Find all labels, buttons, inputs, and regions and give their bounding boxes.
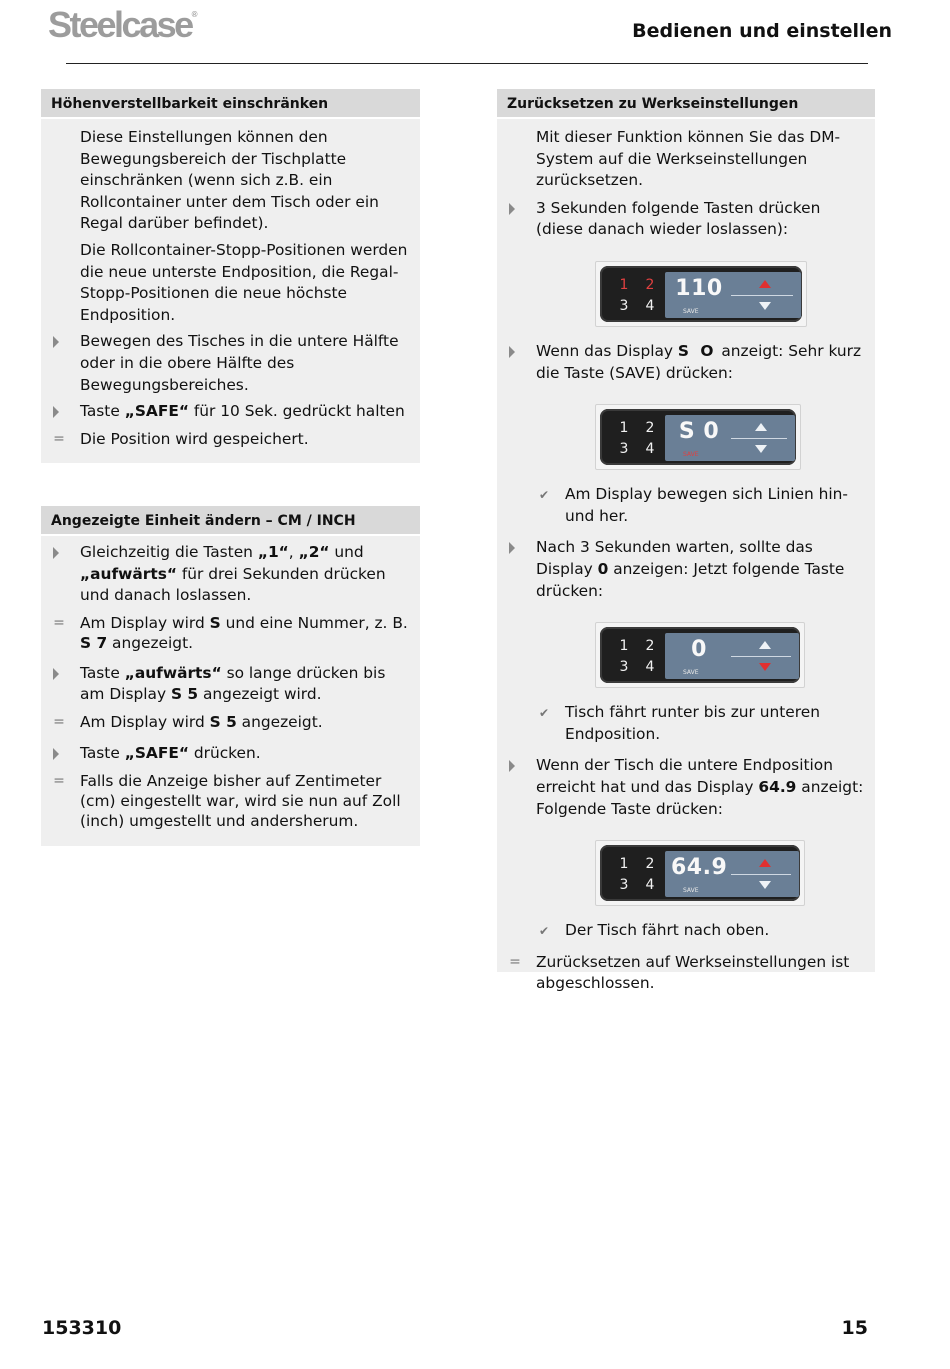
memory-keys (614, 637, 662, 677)
memory-key-3: 3 (619, 297, 629, 314)
result-line (41, 429, 420, 451)
step-text: anzeigen: Jetzt folgende Taste drücken: (536, 559, 845, 600)
display-readout: 0 (691, 637, 707, 663)
display-value: S 5 (170, 685, 199, 704)
memory-keys (614, 855, 662, 895)
panel-unit-change (41, 506, 420, 846)
button-divider (731, 656, 791, 657)
key-label: „1“ (257, 543, 289, 561)
display-value: S (209, 613, 221, 632)
control-panel (600, 409, 796, 465)
step-text: und (329, 543, 364, 561)
result-text: und eine Nummer, z. B. (220, 613, 408, 632)
checkmark-icon: ✔ (538, 924, 550, 939)
instruction-step (41, 331, 420, 396)
display-screen (665, 633, 799, 679)
paragraph-text: Diese Einstellungen können den Bewegungsbereich der Tischplatte einschränken (wenn sich z.B. ein Rollcontainer unter dem Tisch oder ein Regal darüber befindet). (80, 128, 379, 233)
check-line (497, 484, 875, 527)
step-text: Wenn das Display (536, 341, 678, 360)
memory-keys (614, 419, 662, 459)
check-line (497, 920, 875, 942)
display-value: S 5 (209, 712, 237, 731)
arrow-up-icon (759, 280, 771, 288)
control-panel (600, 627, 800, 683)
memory-key-2: 2 (645, 420, 655, 437)
memory-keys (614, 276, 662, 316)
control-display-graphic (595, 840, 805, 906)
key-label: „SAFE“ (124, 402, 189, 421)
paragraph (497, 127, 875, 192)
equals-icon: = (53, 713, 65, 730)
instruction-step (497, 537, 875, 602)
control-panel (600, 845, 800, 901)
result-text: angezeigt. (236, 712, 323, 731)
arrow-down-icon (759, 881, 771, 889)
button-divider (731, 438, 787, 439)
paragraph-text: Mit dieser Funktion können Sie das DM-System auf die Werkseinstellungen zurücksetzen. (536, 128, 841, 190)
panel-factory-reset (497, 89, 875, 993)
instruction-step (41, 663, 420, 706)
memory-key-4: 4 (645, 441, 655, 458)
equals-icon: = (509, 953, 521, 970)
step-text: anzeigt: Folgende Taste drücken: (536, 777, 864, 818)
save-label: SAVE (683, 669, 699, 677)
step-text: 3 Sekunden folgende Tasten drücken (diese danach wieder loslassen): (536, 198, 821, 239)
paragraph (41, 127, 420, 235)
equals-icon: = (53, 430, 65, 447)
steelcase-logo: Steelcase® (48, 4, 198, 45)
step-text: Taste (80, 402, 125, 421)
key-label: „aufwärts“ (124, 663, 222, 682)
check-text: Tisch fährt runter bis zur unteren Endposition. (565, 703, 820, 743)
display-screen (665, 851, 799, 897)
step-text: Taste (80, 743, 125, 762)
memory-key-2: 2 (645, 638, 655, 655)
display-readout: S 0 (678, 419, 720, 445)
step-text: für drei Sekunden drücken und danach loslassen. (80, 564, 386, 605)
memory-key-3: 3 (619, 877, 629, 894)
result-text: Zurücksetzen auf Werkseinstellungen ist abgeschlossen. (536, 952, 850, 993)
panel-heading: Angezeigte Einheit ändern – CM / INCH (41, 506, 420, 536)
result-text: Die Position wird gespeichert. (80, 429, 309, 448)
step-text: anzeigt: Sehr kurz die Taste (SAVE) drücken: (536, 341, 862, 382)
control-display-graphic (595, 261, 807, 327)
page-number: 15 (841, 1317, 868, 1339)
paragraph-text: Die Rollcontainer-Stopp-Positionen werden die neue unterste Endposition, die Regal-Stopp-Positionen die neue höchste Endposition. (80, 240, 408, 324)
display-value: S O (677, 341, 717, 360)
step-text: Nach 3 Sekunden warten, sollte das Display (536, 538, 813, 578)
memory-key-1: 1 (619, 276, 629, 293)
page-section-title: Bedienen und einstellen (632, 20, 892, 42)
arrow-up-icon (759, 859, 771, 867)
control-panel (600, 266, 802, 322)
memory-key-3: 3 (619, 441, 629, 458)
control-display-graphic (595, 404, 801, 470)
control-display-graphic (595, 622, 805, 688)
arrow-down-icon (755, 445, 767, 453)
result-text: Falls die Anzeige bisher auf Zentimeter (cm) eingestellt war, wird sie nun auf Zoll (inch) umgestellt und andersherum. (80, 772, 401, 831)
step-text: Wenn der Tisch die untere Endposition erreicht hat und das Display (536, 756, 833, 796)
memory-key-2: 2 (645, 856, 655, 873)
instruction-step (497, 341, 875, 384)
result-line (41, 613, 420, 653)
paragraph (41, 240, 420, 326)
arrow-up-icon (759, 641, 771, 649)
memory-key-1: 1 (619, 420, 629, 437)
memory-key-3: 3 (619, 659, 629, 676)
instruction-step (497, 755, 875, 820)
check-text: Am Display bewegen sich Linien hin- und her. (565, 485, 848, 525)
panel-height-restriction (41, 89, 420, 463)
result-text: angezeigt. (107, 633, 193, 652)
save-label: SAVE (683, 451, 699, 459)
result-text: Am Display wird (80, 712, 210, 731)
arrow-up-icon (755, 423, 767, 431)
save-label: SAVE (683, 887, 699, 895)
instruction-step (41, 542, 420, 607)
checkmark-icon: ✔ (538, 488, 550, 503)
key-label: „SAFE“ (124, 743, 189, 762)
instruction-step (41, 743, 420, 765)
step-text: drücken. (188, 743, 261, 762)
step-text: Taste (80, 663, 125, 682)
step-text: angezeigt wird. (198, 685, 322, 704)
display-screen (665, 415, 795, 461)
equals-icon: = (53, 614, 65, 631)
result-line (497, 952, 875, 995)
step-text: für 10 Sek. gedrückt halten (188, 402, 405, 421)
equals-icon: = (53, 773, 65, 790)
memory-key-4: 4 (645, 659, 655, 676)
key-label: „2“ (298, 543, 330, 561)
checkmark-icon: ✔ (538, 706, 550, 721)
button-divider (731, 295, 793, 296)
result-text: Am Display wird (80, 613, 210, 632)
step-text: , (288, 543, 299, 561)
display-value: S 7 (80, 633, 108, 652)
arrow-down-icon (759, 663, 771, 671)
instruction-step (41, 401, 420, 423)
display-readout: 64.9 (671, 855, 728, 881)
memory-key-1: 1 (619, 856, 629, 873)
memory-key-4: 4 (645, 877, 655, 894)
result-line (41, 771, 420, 831)
display-screen (665, 272, 801, 318)
key-label: „aufwärts“ (80, 564, 177, 583)
memory-key-1: 1 (619, 638, 629, 655)
step-text: so lange drücken bis am Display (80, 663, 386, 704)
panel-heading: Zurücksetzen zu Werkseinstellungen (497, 89, 875, 119)
display-value: 64.9 (758, 777, 797, 796)
display-value: 0 (597, 559, 609, 578)
panel-heading: Höhenverstellbarkeit einschränken (41, 89, 420, 119)
check-line (497, 702, 875, 745)
instruction-step (497, 198, 875, 241)
save-label: SAVE (683, 307, 699, 315)
check-text: Der Tisch fährt nach oben. (565, 921, 770, 940)
button-divider (731, 874, 791, 875)
result-line (41, 712, 420, 734)
step-text: Gleichzeitig die Tasten (80, 543, 258, 561)
memory-key-4: 4 (645, 297, 655, 314)
document-number: 153310 (42, 1317, 122, 1339)
arrow-down-icon (759, 302, 771, 310)
memory-key-2: 2 (645, 276, 655, 293)
display-readout: 110 (675, 275, 723, 301)
header-divider (66, 63, 868, 64)
step-text: Bewegen des Tisches in die untere Hälfte oder in die obere Hälfte des Bewegungsbereiches. (80, 332, 399, 394)
